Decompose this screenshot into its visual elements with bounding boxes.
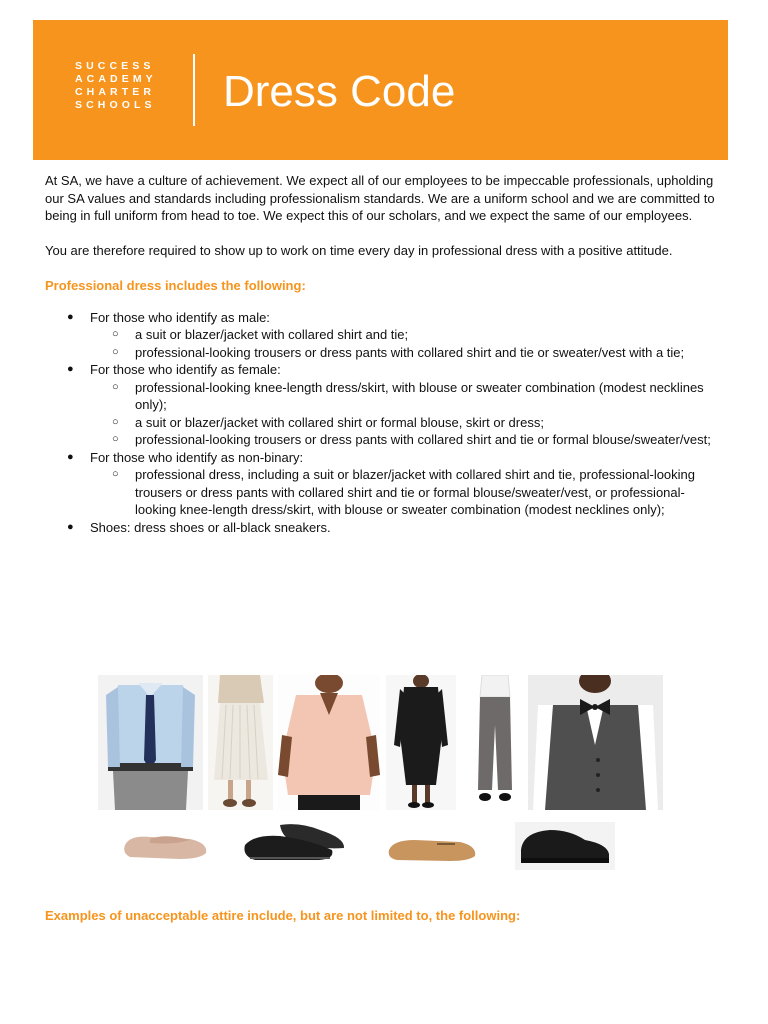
sub-bullet-icon: ○ [112,468,119,480]
sub-bullet-icon: ○ [112,328,119,340]
success-academy-logo [75,60,159,112]
sub-bullet-icon: ○ [112,415,119,428]
sub-list-item [90,414,717,432]
bullet-icon: ● [67,520,74,533]
photo-oxford-shoes [240,820,350,865]
list-item-male [45,309,717,362]
logo-line: CHARTER [75,86,156,98]
photo-collared-shirt-tie [98,675,203,810]
logo-line: SCHOOLS [75,99,156,111]
logo-line: ACADEMY [75,73,157,85]
bullet-icon: ● [67,310,74,323]
photo-flat-shoe [120,825,210,865]
photo-trousers [470,675,520,810]
sub-list-item [90,326,717,344]
sub-bullet-icon: ○ [112,433,119,445]
dress-list [45,309,717,537]
sub-list-item-text: a suit or blazer/jacket with collared shirt or formal blouse, skirt or dress; [135,414,544,430]
photo-loafer [385,828,480,868]
photo-blouse [278,675,380,810]
sub-list-item [90,379,717,414]
document-body [45,172,717,536]
list-item-text: For those who identify as female: [90,362,281,377]
sub-list-item-text: professional-looking knee-length dress/skirt, with blouse or sweater combination (modest necklines only); [135,379,704,412]
attitude-paragraph: You are therefore required to show up to work on time every day in professional dress with a positive attitude. [45,242,673,258]
sub-list-item-text: professional dress, including a suit or blazer/jacket with collared shirt and tie, professional-looking trousers or dress pants with collared shirt and tie or formal blouse/sweater/vest, or professional-looking knee-length dress/skirt, with blouse or sweater combination (modest necklines only); [135,467,696,517]
professional-dress-heading: Professional dress includes the following: [45,278,306,293]
sub-list [90,466,717,519]
unacceptable-attire-heading: Examples of unacceptable attire include, but are not limited to, the following: [45,908,521,923]
list-item-text: Shoes: dress shoes or all-black sneakers. [90,519,331,535]
sub-list [90,326,717,361]
header-divider [193,54,195,126]
photo-vest-bow-tie [528,675,663,810]
sub-list-item [90,431,717,449]
list-item-text: For those who identify as non-binary: [90,449,304,465]
sub-list-item-text: professional-looking trousers or dress pants with collared shirt and tie or sweater/vest with a tie; [135,344,685,360]
list-item-female [45,361,717,449]
photo-black-sneaker [515,822,615,870]
sub-list [90,379,717,449]
sub-list-item [90,466,717,519]
bullet-icon: ● [67,363,74,375]
logo-line: SUCCESS [75,60,155,72]
sub-bullet-icon: ○ [112,380,119,393]
sub-list-item-text: professional-looking trousers or dress pants with collared shirt and tie or formal blouse/sweater/vest; [135,432,711,447]
sub-list-item [90,344,717,362]
intro-paragraph: At SA, we have a culture of achievement. We expect all of our employees to be impeccable professionals, upholding our SA values and standards including professionalism standards. We are a uniform school and we are committed to being in full uniform from head to toe. We expect this of our scholars, and we expect the same of our employees. [45,173,715,223]
list-item-shoes [45,519,717,537]
sub-list-item-text: a suit or blazer/jacket with collared shirt and tie; [135,327,409,342]
header-banner [33,20,728,160]
list-item-text: For those who identify as male: [90,309,270,325]
photo-pleated-skirt [208,675,273,810]
photo-black-dress [386,675,456,810]
page-title: Dress Code [223,67,456,116]
sub-bullet-icon: ○ [112,345,119,358]
list-item-non-binary [45,449,717,519]
bullet-icon: ● [67,450,74,463]
